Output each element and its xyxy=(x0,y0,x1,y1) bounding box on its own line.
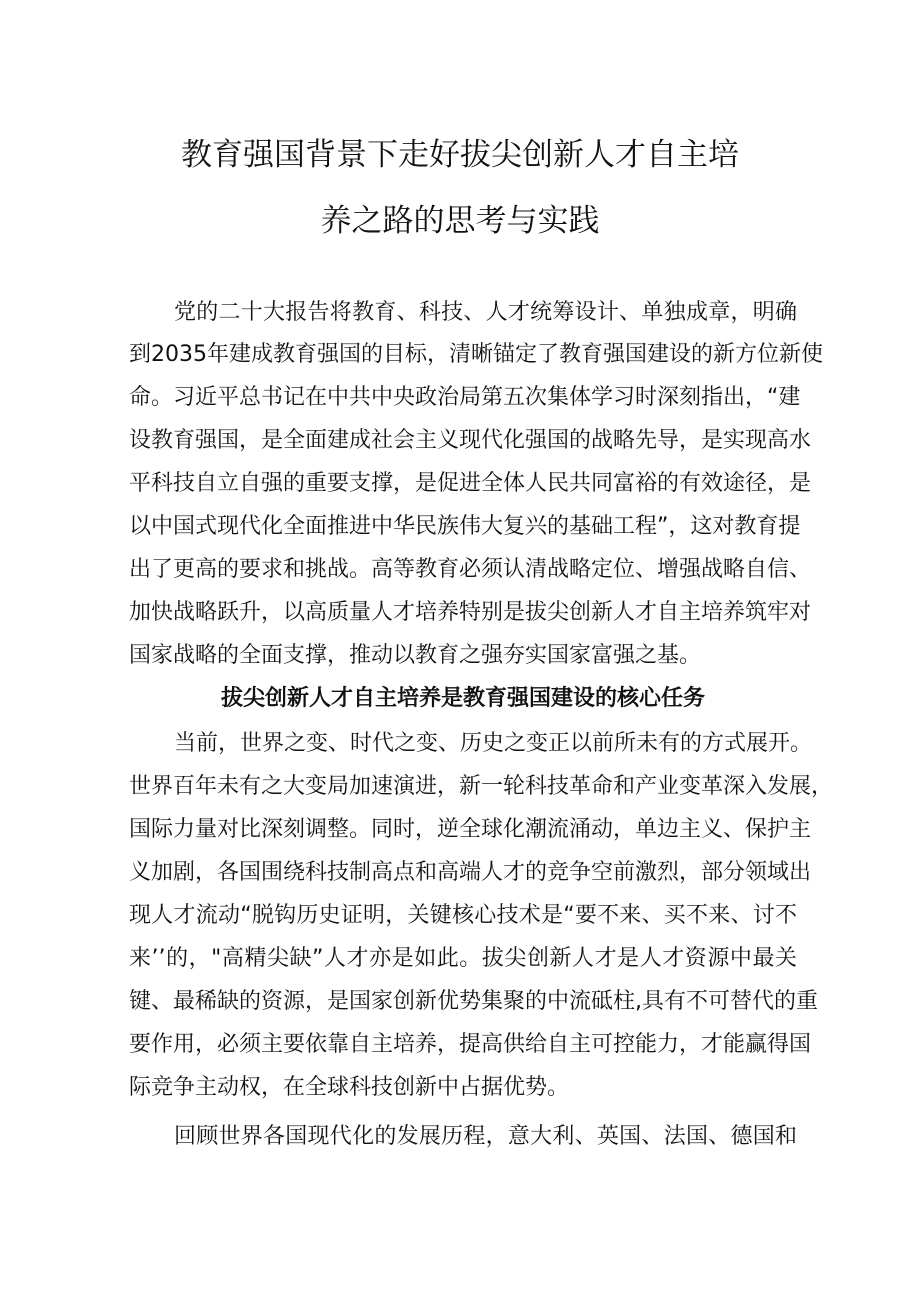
paragraph-2-line: 现人才流动“脱钩历史证明，关键核心技术是“要不来、买不来、讨不 xyxy=(129,903,797,928)
paragraph-1-line: 党的二十大报告将教育、科技、人才统筹设计、单独成章，明确 xyxy=(174,300,797,325)
paragraph-1-line: 命。习近平总书记在中共中央政治局第五次集体学习时深刻指出，“建 xyxy=(129,385,801,410)
paragraph-3-line: 回顾世界各国现代化的发展历程，意大利、英国、法国、德国和 xyxy=(174,1124,797,1149)
document-title-line-2: 养之路的思考与实践 xyxy=(320,203,600,239)
paragraph-2-line: 义加剧，各国围绕科技制高点和高端人才的竞争空前激烈，部分领域出 xyxy=(129,860,812,885)
paragraph-2-line: 当前，世界之变、时代之变、历史之变正以前所未有的方式展开。 xyxy=(174,731,813,756)
paragraph-2-line: 要作用，必须主要依靠自主培养，提高供给自主可控能力，才能赢得国 xyxy=(129,1032,812,1057)
section-heading: 拔尖创新人才自主培养是教育强国建设的核心任务 xyxy=(220,686,705,711)
paragraph-1-line: 设教育强国，是全面建成社会主义现代化强国的战略先导，是实现高水 xyxy=(129,428,812,453)
document-title-line-1: 教育强国背景下走好拔尖创新人才自主培 xyxy=(181,137,739,173)
paragraph-1-line: 到2035年建成教育强国的目标，清晰锚定了教育强国建设的新方位新使 xyxy=(129,342,823,367)
paragraph-1-line: 以中国式现代化全面推进中华民族伟大复兴的基础工程”，这对教育提 xyxy=(129,514,801,539)
paragraph-2-line: 国际力量对比深刻调整。同时，逆全球化潮流涌动，单边主义、保护主 xyxy=(129,817,812,842)
paragraph-1-line: 国家战略的全面支撑，推动以教育之强夯实国家富强之基。 xyxy=(129,643,702,668)
paragraph-2-line: 世界百年未有之大变局加速演进，新一轮科技革命和产业变革深入发展， xyxy=(129,774,834,799)
paragraph-2-line: 际竞争主动权，在全球科技创新中占据优势。 xyxy=(129,1075,570,1100)
paragraph-1-line: 出了更高的要求和挑战。高等教育必须认清战略定位、增强战略自信、 xyxy=(129,557,812,582)
paragraph-1-line: 平科技自立自强的重要支撑，是促进全体人民共同富裕的有效途径，是 xyxy=(129,471,812,496)
paragraph-1-line: 加快战略跃升，以高质量人才培养特别是拔尖创新人才自主培养筑牢对 xyxy=(129,600,812,625)
paragraph-2-line: 来’’的，"高精尖缺”人才亦是如此。拔尖创新人才是人才资源中最关 xyxy=(129,946,797,971)
paragraph-2-line: 键、最稀缺的资源，是国家创新优势集聚的中流砥柱,具有不可替代的重 xyxy=(129,989,818,1014)
